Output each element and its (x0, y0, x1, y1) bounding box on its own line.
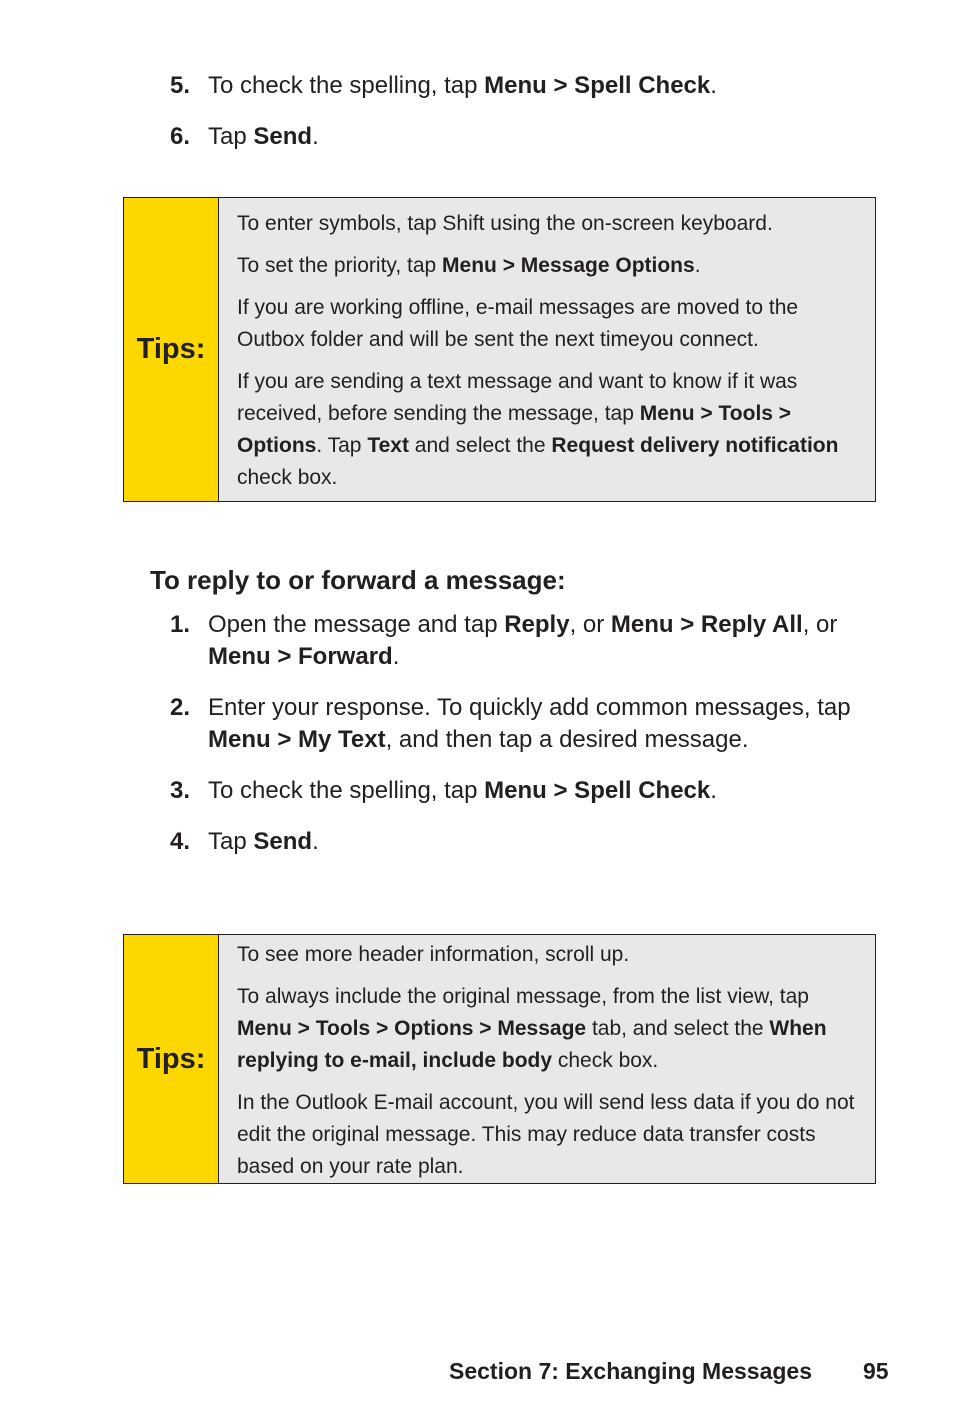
page-footer (449, 1358, 889, 1385)
menu-command-text: Menu > Tools > Options > Message (237, 1017, 587, 1040)
step-text: To check the spelling, tap Menu > Spell Check. (208, 777, 717, 804)
step-text: Open the message and tap Reply, or Menu > Reply All, or Menu > Forward. (208, 611, 838, 670)
menu-command-text: Menu > Tools > Options (237, 402, 792, 457)
menu-command-text: Menu > Message Options (442, 254, 695, 277)
menu-command-text: Reply (504, 611, 570, 638)
menu-command-text: Send (253, 828, 313, 855)
tip-item: To see more header information, scroll up. (237, 943, 630, 966)
section-heading: To reply to or forward a message: (150, 565, 566, 595)
tip-item: To enter symbols, tap Shift using the on-screen keyboard. (237, 212, 773, 235)
step-text: Tap Send. (208, 828, 319, 855)
step-number: 5. (170, 72, 191, 99)
menu-command-text: Menu > My Text (208, 726, 386, 753)
tip-item: If you are sending a text message and want to know if it was received, before sending the message, tap Menu > Tools > Options. Tap Text and select the Request delivery notification check box. (237, 370, 839, 489)
step-4 (170, 826, 870, 858)
tips-content (219, 935, 875, 1183)
step-6 (170, 121, 870, 153)
tips-box-2 (123, 934, 876, 1184)
menu-command-text: Request delivery notification (551, 434, 839, 457)
tip-item: If you are working offline, e-mail messages are moved to the Outbox folder and will be sent the next timeyou connect. (237, 296, 799, 351)
tips-label: Tips: (124, 198, 219, 501)
step-number: 6. (170, 123, 191, 150)
step-number: 2. (170, 694, 191, 721)
menu-command-text: Text (367, 434, 409, 457)
step-text: Tap Send. (208, 123, 319, 150)
step-number: 4. (170, 828, 191, 855)
step-number: 3. (170, 777, 191, 804)
tips-content (219, 198, 875, 501)
step-2 (170, 692, 870, 756)
menu-command-text: Menu > Reply All (610, 611, 803, 638)
footer-section-title: Section 7: Exchanging Messages (449, 1358, 813, 1384)
menu-command-text: Menu > Spell Check (484, 777, 711, 804)
menu-command-text: Send (253, 123, 313, 150)
tip-item: In the Outlook E-mail account, you will send less data if you do not edit the original message. This may reduce data transfer costs based on your rate plan. (237, 1091, 855, 1178)
tips-label: Tips: (124, 935, 219, 1183)
step-number: 1. (170, 611, 191, 638)
menu-command-text: Menu > Spell Check (484, 72, 711, 99)
page-number: 95 (863, 1358, 889, 1384)
tips-box-1 (123, 197, 876, 502)
menu-command-text: Menu > Forward (208, 643, 393, 670)
step-3 (170, 775, 870, 807)
step-5 (170, 70, 870, 102)
step-1 (170, 609, 870, 673)
tip-item: To set the priority, tap Menu > Message Options. (237, 254, 701, 277)
step-text: To check the spelling, tap Menu > Spell Check. (208, 72, 717, 99)
step-text: Enter your response. To quickly add common messages, tap Menu > My Text, and then tap a desired message. (208, 694, 851, 753)
menu-command-text: When replying to e-mail, include body (237, 1017, 827, 1072)
tip-item: To always include the original message, from the list view, tap Menu > Tools > Options > Message tab, and select the When replying to e-mail, include body check box. (237, 985, 827, 1072)
